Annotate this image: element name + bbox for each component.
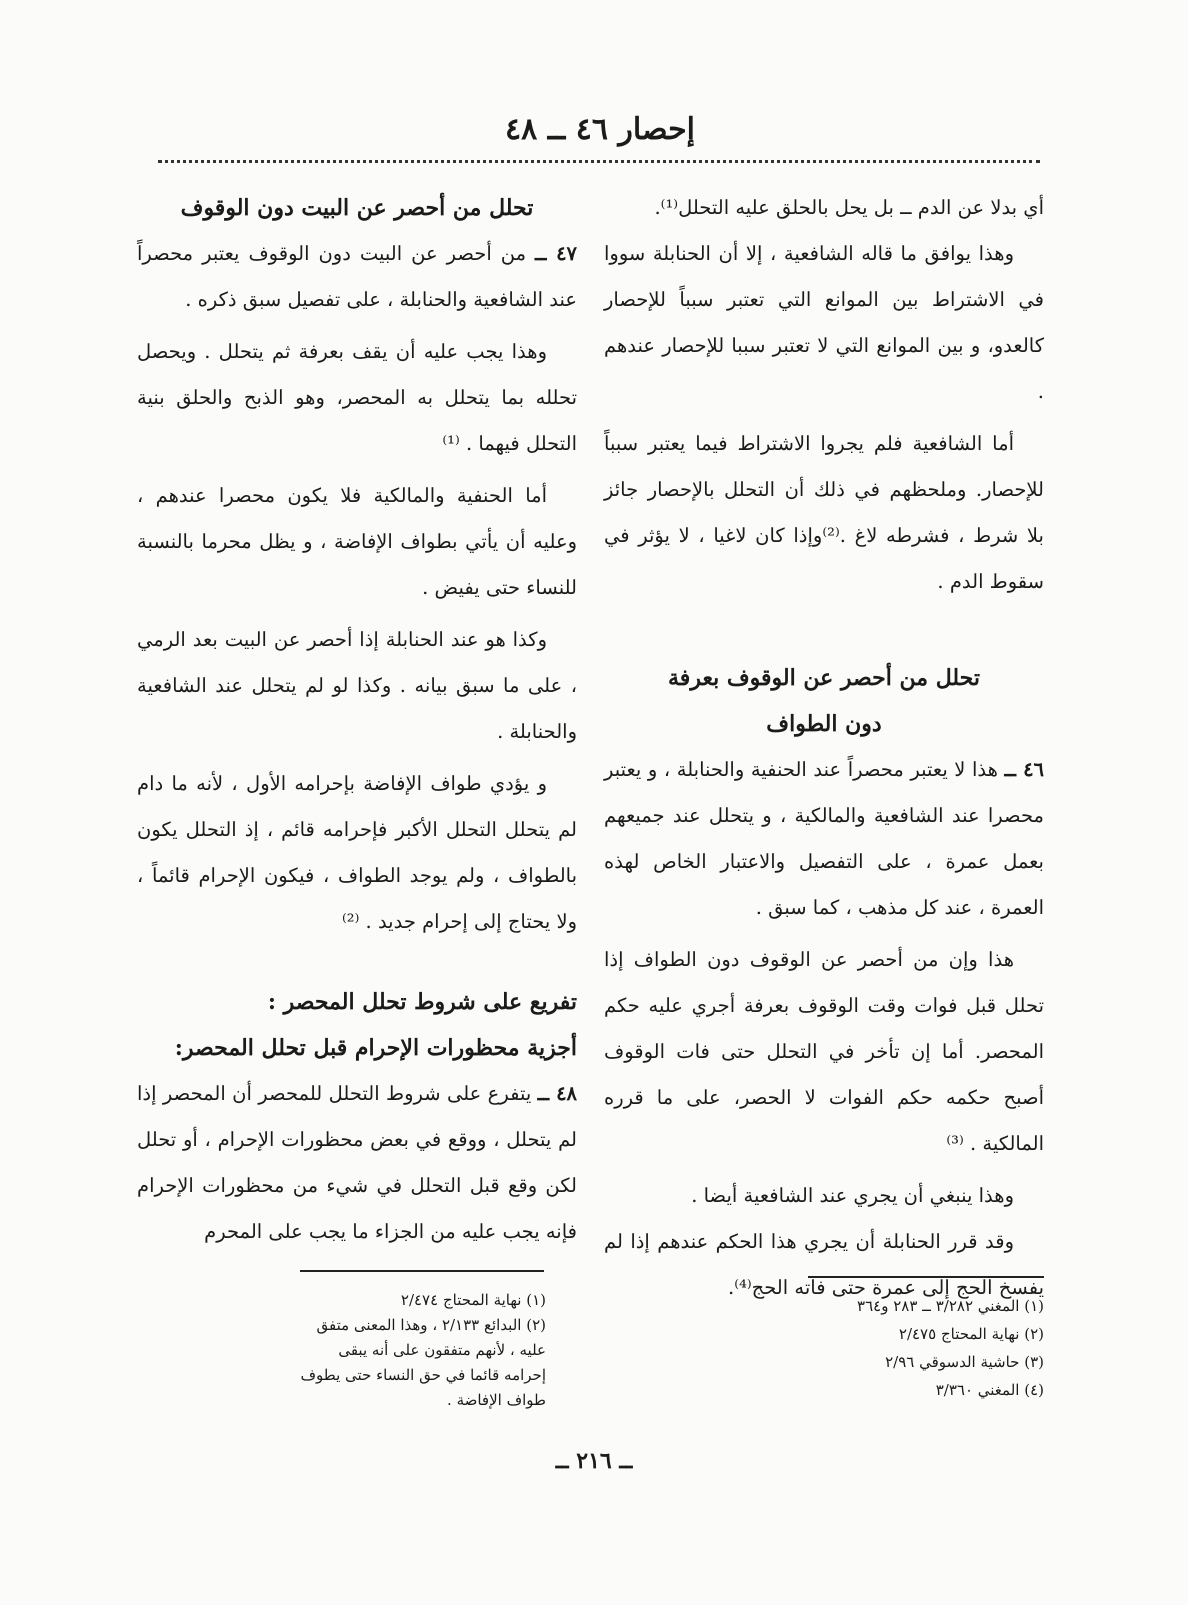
header-dotted-rule [158, 160, 1040, 163]
left-paragraph-3: أما الحنفية والمالكية فلا يكون محصرا عندهم ، وعليه أن يأتي بطواف الإفاضة ، و يظل محرما بالنسبة للنساء حتى يفيض . [137, 484, 577, 599]
left-paragraph-2: وهذا يجب عليه أن يقف بعرفة ثم يتحلل . ويحصل تحلله بما يتحلل به المحصر، وهو الذبح والحلق بنية التحلل فيهما . ⁽¹⁾ [137, 340, 577, 455]
paragraph-46-text: هذا لا يعتبر محصراً عند الحنفية والحنابلة ، و يعتبر محصرا عند الشافعية والمالكية ، و يتحلل عند جميعهم بعمل عمرة ، على التفصيل والاعتبار الخاص لهذه العمرة ، عند كل مذهب ، كما سبق . [604, 758, 1044, 919]
right-paragraph-6: وهذا ينبغي أن يجري عند الشافعية أيضا . [691, 1184, 1014, 1207]
right-paragraph-1: أي بدلا عن الدم ــ بل يحل بالحلق عليه التحلل⁽¹⁾. [654, 196, 1044, 219]
right-footnote-4: (٤) المغني ٣/٣٦٠ [935, 1381, 1044, 1399]
right-footnote-2: (٢) نهاية المحتاج ٢/٤٧٥ [898, 1325, 1044, 1343]
section-heading-47: تحلل من أحصر عن البيت دون الوقوف [180, 195, 534, 221]
paragraph-48 [137, 1071, 577, 1255]
paragraph-48-text: يتفرع على شروط التحلل للمحصر أن المحصر إذا لم يتحلل ، ووقع في بعض محظورات الإحرام ، أو تحلل لكن وقع قبل التحلل في شيء من محظورات الإحرام فإنه يجب عليه من الجزاء ما يجب على المحرم [137, 1082, 577, 1243]
spacer [137, 945, 577, 979]
paragraph-46 [604, 747, 1044, 931]
left-footnote-1: (١) نهاية المحتاج ٢/٤٧٤ [400, 1291, 546, 1309]
paragraph-number-47: ٤٧ ــ [535, 242, 578, 265]
page-number: ــ ٢١٦ ــ [555, 1448, 633, 1474]
spacer [604, 605, 1044, 655]
right-paragraph-5: هذا وإن من أحصر عن الوقوف دون الطواف إذا تحلل قبل فوات وقت الوقوف بعرفة أجري عليه حكم المحصر. أما إن تأخر في التحلل حتى فات الوقوف أصبح حكمه حكم الفوات لا الحصر، على ما قرره المالكية . ⁽³⁾ [604, 948, 1044, 1155]
right-paragraph-3: أما الشافعية فلم يجروا الاشتراط فيما يعتبر سبباً للإحصار. وملحظهم في ذلك أن التحلل بالإحصار جائز بلا شرط ، فشرطه لاغ .⁽²⁾وإذا كان لاغيا ، لا يؤثر في سقوط الدم . [604, 432, 1044, 593]
section-heading-46-line-1: تحلل من أحصر عن الوقوف بعرفة [668, 665, 980, 691]
right-footnote-3: (٣) حاشية الدسوقي ٢/٩٦ [885, 1353, 1044, 1371]
left-paragraph-4: وكذا هو عند الحنابلة إذا أحصر عن البيت بعد الرمي ، على ما سبق بيانه . وكذا لو لم يتحلل عند الشافعية والحنابلة . [137, 628, 577, 743]
left-paragraph-5: و يؤدي طواف الإفاضة بإحرامه الأول ، لأنه ما دام لم يتحلل التحلل الأكبر فإحرامه قائم ، إذ التحلل يكون بالطواف ، ولم يوجد الطواف ، فيكون الإحرام قائماً ، ولا يحتاج إلى إحرام جديد . ⁽²⁾ [137, 772, 577, 933]
left-footnote-2: (٢) البدائع ٢/١٣٣ ، وهذا المعنى متفق عليه ، لأنهم متفقون على أنه يبقى إحرامه قائما في حق النساء حتى يطوف طواف الإفاضة . [300, 1316, 546, 1409]
right-paragraph-7: وقد قرر الحنابلة أن يجري هذا الحكم عندهم إذا لم يفسخ الحج إلى عمرة حتى فاته الحج⁽⁴⁾. [604, 1230, 1044, 1299]
section-heading-46 [604, 655, 1044, 747]
left-footnotes [300, 1288, 546, 1413]
paragraph-47-text: من أحصر عن البيت دون الوقوف يعتبر محصراً عند الشافعية والحنابلة ، على تفصيل سبق ذكره . [137, 242, 577, 311]
right-footnotes [780, 1292, 1044, 1404]
right-footnote-1: (١) المغني ٣/٢٨٢ ــ ٢٨٣ و٣٦٤ [857, 1297, 1044, 1315]
page-header: إحصار ٤٦ ــ ٤٨ [505, 112, 695, 147]
section-heading-46-line-2: دون الطواف [766, 711, 882, 737]
right-footnote-rule [808, 1276, 1044, 1278]
paragraph-number-46: ٤٦ ــ [1004, 758, 1045, 781]
section-heading-48-line-1: تفريع على شروط تحلل المحصر : [267, 989, 577, 1015]
section-heading-48-line-2: أجزية محظورات الإحرام قبل تحلل المحصر: [174, 1035, 577, 1061]
paragraph-47 [137, 231, 577, 323]
right-paragraph-2: وهذا يوافق ما قاله الشافعية ، إلا أن الحنابلة سووا في الاشتراط بين الموانع التي تعتبر سبباً للإحصار كالعدو، و بين الموانع التي لا تعتبر سببا للإحصار عندهم . [604, 242, 1044, 403]
left-column [137, 185, 577, 1255]
paragraph-number-48: ٤٨ ــ [537, 1082, 578, 1105]
left-footnote-rule [300, 1270, 544, 1272]
right-column [604, 185, 1044, 1311]
